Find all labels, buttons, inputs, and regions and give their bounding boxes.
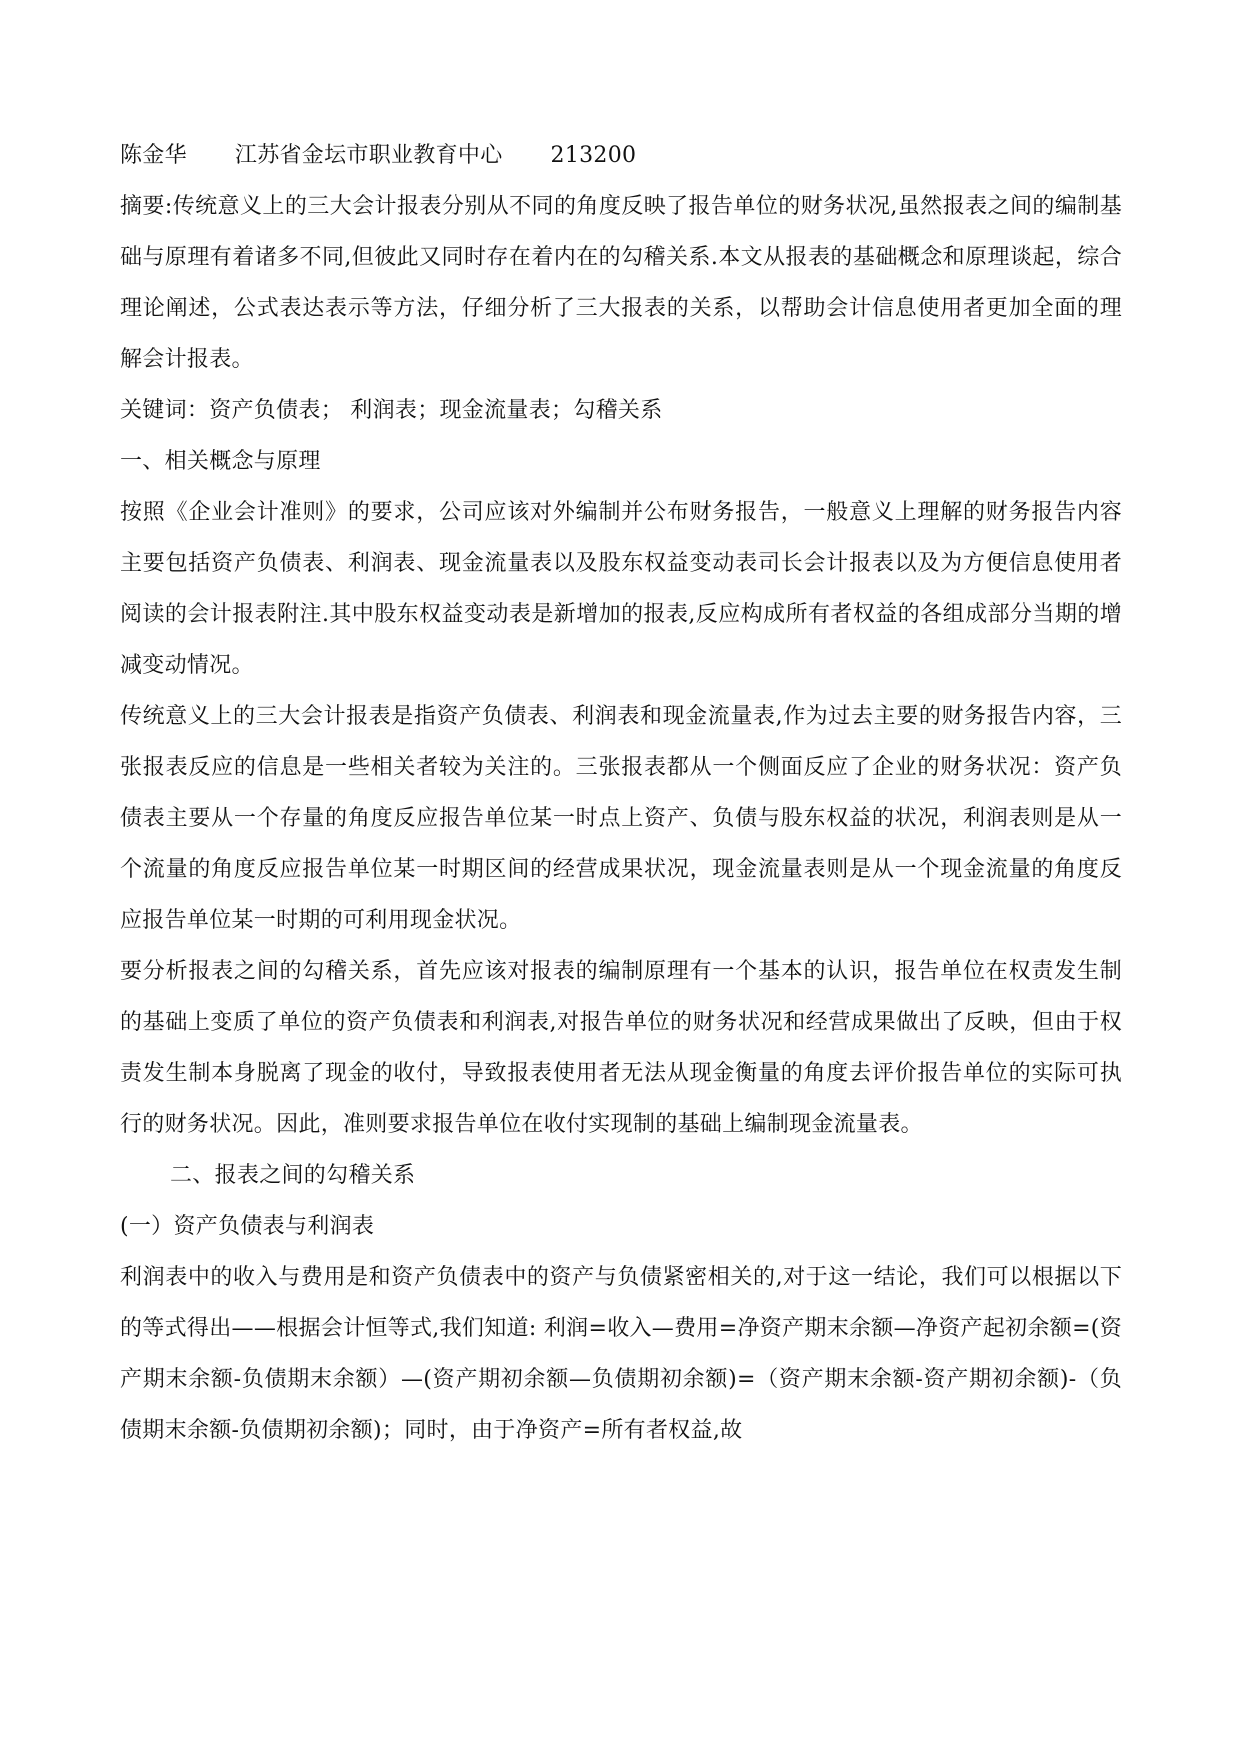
author-postcode: 213200 xyxy=(550,143,637,168)
section-1-heading: 一、相关概念与原理 xyxy=(120,449,321,474)
section-2-heading: 二、报表之间的勾稽关系 xyxy=(170,1163,416,1188)
body-paragraph-3: 要分析报表之间的勾稽关系，首先应该对报表的编制原理有一个基本的认识，报告单位在权责发生制的基础上变质了单位的资产负债表和利润表,对报告单位的财务状况和经营成果做出了反映，但由于权责发生制本身脱离了现金的收付，导致报表使用者无法从现金衡量的角度去评价报告单位的实际可执行的财务状况。因此，准则要求报告单位在收付实现制的基础上编制现金流量表。 xyxy=(120,959,1122,1137)
body-paragraph-4: 利润表中的收入与费用是和资产负债表中的资产与负债紧密相关的,对于这一结论，我们可以根据以下的等式得出——根据会计恒等式,我们知道: 利润=收入—费用=净资产期末余额—净资产起初余额=(资产期末余额-负债期末余额）—(资产期初余额—负债期初余额)=（资产期末余额-资产期初余额)-（负债期末余额-负债期初余额)；同时，由于净资产=所有者权益,故 xyxy=(120,1265,1122,1443)
subsection-1-heading: (一）资产负债表与利润表 xyxy=(120,1214,375,1239)
author-affiliation: 江苏省金坛市职业教育中心 xyxy=(234,143,503,168)
body-paragraph-2: 传统意义上的三大会计报表是指资产负债表、利润表和现金流量表,作为过去主要的财务报告内容，三张报表反应的信息是一些相关者较为关注的。三张报表都从一个侧面反应了企业的财务状况：资产负债表主要从一个存量的角度反应报告单位某一时点上资产、负债与股东权益的状况，利润表则是从一个流量的角度反应报告单位某一时期区间的经营成果状况，现金流量表则是从一个现金流量的角度反应报告单位某一时期的可利用现金状况。 xyxy=(120,704,1122,933)
abstract-paragraph: 摘要:传统意义上的三大会计报表分别从不同的角度反映了报告单位的财务状况,虽然报表之间的编制基础与原理有着诸多不同,但彼此又同时存在着内在的勾稽关系.本文从报表的基础概念和原理谈起，综合理论阐述，公式表达表示等方法，仔细分析了三大报表的关系，以帮助会计信息使用者更加全面的理解会计报表。 xyxy=(120,194,1122,372)
author-name: 陈金华 xyxy=(120,143,187,168)
document-page xyxy=(120,130,1122,1456)
keywords-line: 关键词：资产负债表； 利润表；现金流量表；勾稽关系 xyxy=(120,398,663,423)
author-line xyxy=(120,130,1122,181)
body-paragraph-1: 按照《企业会计准则》的要求，公司应该对外编制并公布财务报告，一般意义上理解的财务报告内容主要包括资产负债表、利润表、现金流量表以及股东权益变动表司长会计报表以及为方便信息使用者阅读的会计报表附注.其中股东权益变动表是新增加的报表,反应构成所有者权益的各组成部分当期的增减变动情况。 xyxy=(120,500,1122,678)
